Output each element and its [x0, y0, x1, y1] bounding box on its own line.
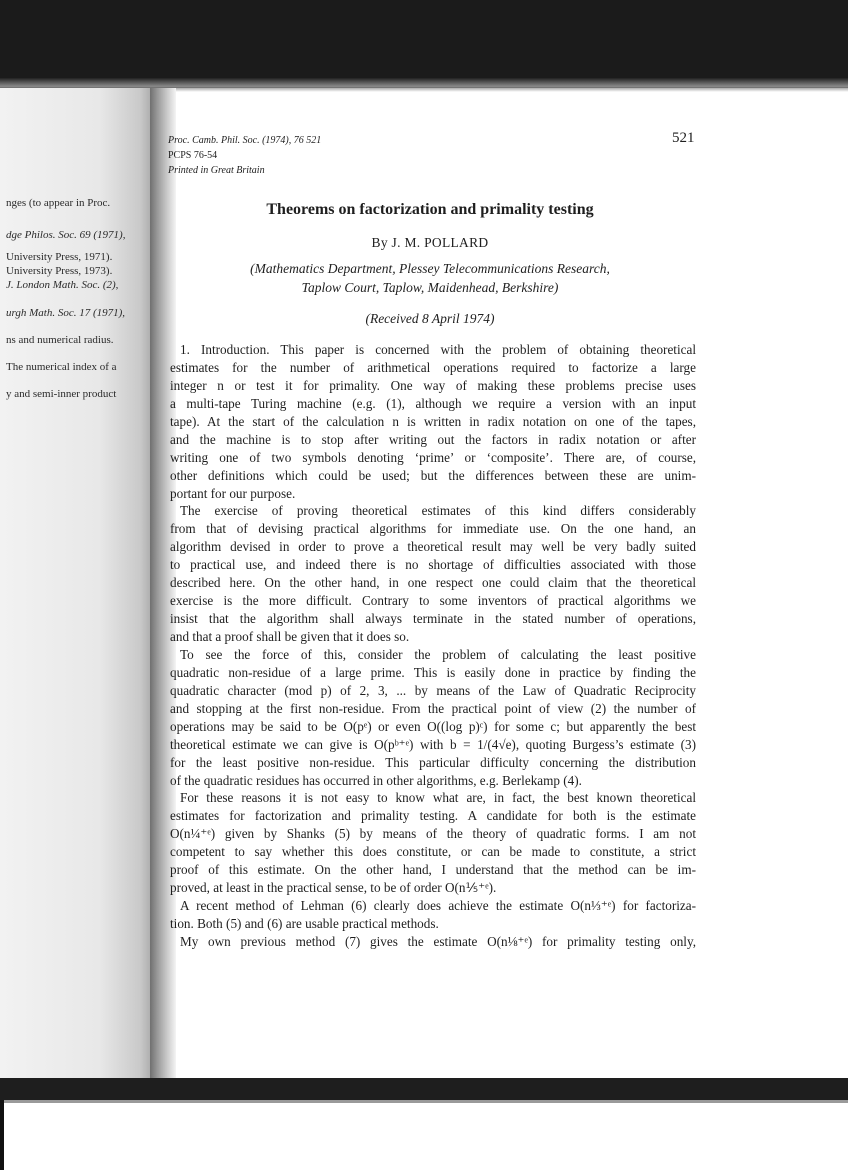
prev-page-line: The numerical index of a [6, 361, 117, 373]
printed-note: Printed in Great Britain [168, 165, 265, 176]
prev-page-line: dge Philos. Soc. 69 (1971), [6, 229, 126, 241]
text-line: exercise is the more difficult. Contrary to some inventors of practical algorithms we [170, 593, 696, 609]
text-line: competent to say whether this does constitute, or can be made to constitute, a strict [170, 844, 696, 860]
text-line: estimates for the number of arithmetical operations required to factorize a large [170, 359, 696, 375]
scan-bottom-shadow [0, 1078, 848, 1100]
text-line: proof of this estimate. On the other hand, I understand that the method can be im- [170, 862, 696, 878]
prev-page-line: ns and numerical radius. [6, 334, 114, 346]
text-line: a multi-tape Turing machine (e.g. (1), although we require a version with an input [170, 395, 696, 411]
text-line: tape). At the start of the calculation n is written in radix notation on one of the tapes, [170, 413, 696, 429]
text-line: quadratic non-residue of a large prime. This is easily done in practice by finding the [170, 664, 696, 680]
prev-page-line: J. London Math. Soc. (2), [6, 279, 119, 291]
prev-page-line: nges (to appear in Proc. [6, 197, 111, 209]
received-date: (Received 8 April 1974) [365, 311, 495, 326]
text-line: My own previous method (7) gives the estimate O(n⅛⁺ᵉ) for primality testing only, [180, 933, 696, 949]
text-line: algorithm devised in order to prove a theoretical result may well be very badly suited [170, 539, 696, 555]
scan-bottom-edge [0, 1100, 848, 1103]
text-line: theoretical estimate we can give is O(pᵇ⁺ᵉ) with b = 1/(4√e), quoting Burgess’s estimate (3) [170, 736, 696, 752]
text-line: The exercise of proving theoretical estimates of this kind differs considerably [180, 503, 696, 519]
text-line: tion. Both (5) and (6) are usable practical methods. [170, 916, 439, 931]
text-line: writing one of two symbols denoting ‘prime’ or ‘composite’. There are, of course, [170, 449, 696, 465]
scan-left-edge [0, 1100, 4, 1170]
text-line: for the least positive non-residue. This particular difficulty concerning the distribution [170, 754, 696, 770]
body-text [170, 341, 696, 951]
prev-page-line: y and semi-inner product [6, 388, 117, 400]
text-line: from that of devising practical algorithms for immediate use. On the one hand, an [170, 521, 696, 537]
text-line: and the machine is to stop after writing out the factors in radix notation or after [170, 431, 696, 447]
text-line: to practical use, and indeed there is no shortage of difficulties associated with those [170, 557, 696, 573]
text-line: For these reasons it is not easy to know what are, in fact, the best known theoretical [180, 790, 696, 806]
text-line: A recent method of Lehman (6) clearly does achieve the estimate O(n⅓⁺ᵉ) for factoriza- [180, 898, 696, 914]
journal-code: PCPS 76-54 [168, 150, 218, 161]
text-line: integer n or test it for primality. One way of making these problems precise uses [170, 377, 696, 393]
text-line: and stopping at the first non-residue. From the practical point of view (2) the number of [170, 700, 696, 716]
text-line: insist that the algorithm shall always terminate in the stated number of operations, [170, 611, 696, 627]
text-line: proved, at least in the practical sense, to be of order O(n⅕⁺ᵉ). [170, 880, 497, 896]
text-line: of the quadratic residues has occurred in other algorithms, e.g. Berlekamp (4). [170, 772, 582, 788]
text-line: quadratic character (mod p) of 2, 3, ... by means of the Law of Quadratic Reciprocity [170, 682, 696, 698]
prev-page-line: University Press, 1971). [6, 251, 113, 263]
text-line: other definitions which could be used; but the differences between these are unim- [170, 467, 696, 483]
page-number: 521 [672, 130, 695, 146]
text-line: To see the force of this, consider the problem of calculating the least positive [180, 646, 696, 662]
text-line: O(n¼⁺ᵉ) given by Shanks (5) by means of the theory of quadratic forms. I am not [170, 826, 696, 842]
text-line: estimates for factorization and primality testing. A candidate for both is the estimate [170, 808, 696, 824]
scan-top-shadow [0, 0, 848, 88]
prev-page-line: University Press, 1973). [6, 265, 113, 277]
text-line: and that a proof shall be given that it does so. [170, 629, 410, 644]
paper-title: Theorems on factorization and primality testing [266, 201, 594, 218]
text-line: operations may be said to be O(pᵉ) or even O((log p)ᶜ) for some c; but apparently the best [170, 718, 696, 734]
journal-citation: Proc. Camb. Phil. Soc. (1974), 76 521 [168, 135, 322, 146]
affiliation-line: (Mathematics Department, Plessey Telecommunications Research, [250, 261, 610, 276]
text-line: 1. Introduction. This paper is concerned with the problem of obtaining theoretical [180, 342, 696, 357]
author-byline: By J. M. POLLARD [371, 235, 489, 250]
prev-page-line: urgh Math. Soc. 17 (1971), [6, 307, 126, 319]
text-line: portant for our purpose. [170, 485, 296, 501]
text-line: described here. On the other hand, in one respect one could claim that the theoretical [170, 575, 696, 591]
affiliation-line: Taplow Court, Taplow, Maidenhead, Berkshire) [301, 280, 559, 295]
